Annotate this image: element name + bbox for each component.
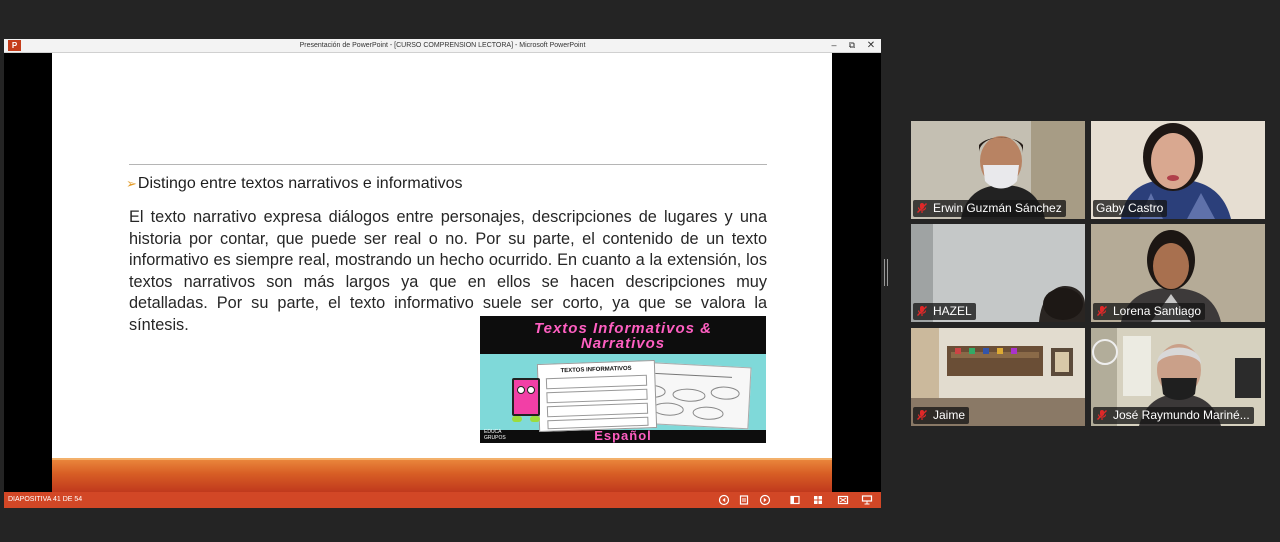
normal-view-icon[interactable] xyxy=(789,494,801,506)
slide-body-text: El texto narrativo expresa diálogos entre personajes, descripciones de lugares y una historia por contar, que puede ser real o no. Por su parte, el contenido de un texto informativo es siempre real, mostrando un hecho ocurrido. En cuanto a la extensión, los textos narrativos son más largos ya que en ellos se hacen descripciones muy detalladas. Por su parte, el texto informativo suele ser corto, ya que se valora la síntesis. xyxy=(129,208,767,334)
mic-muted-icon xyxy=(916,202,928,214)
slide-menu-icon[interactable] xyxy=(738,494,750,506)
character-eye xyxy=(517,386,525,394)
worksheet-title: TEXTOS INFORMATIVOS xyxy=(560,365,632,375)
mic-muted-icon xyxy=(916,409,928,421)
participant-tile[interactable] xyxy=(1091,328,1265,426)
participant-name: HAZEL xyxy=(933,304,972,318)
participant-name-label xyxy=(1093,200,1167,217)
reading-view-icon[interactable] xyxy=(837,494,849,506)
participant-name: Erwin Guzmán Sánchez xyxy=(933,201,1062,215)
participant-tile[interactable] xyxy=(911,328,1085,426)
participant-name-label xyxy=(913,407,969,424)
slide-divider xyxy=(129,164,767,165)
participant-name: José Raymundo Mariné... xyxy=(1113,408,1250,422)
mic-muted-icon xyxy=(1096,409,1108,421)
powerpoint-logo-icon: P xyxy=(8,40,21,51)
participant-tile[interactable] xyxy=(1091,121,1265,219)
participant-name: Gaby Castro xyxy=(1096,201,1164,215)
participant-name-label xyxy=(1093,407,1254,424)
window-title: Presentación de PowerPoint - [CURSO COMPRENSION LECTORA] - Microsoft PowerPoint xyxy=(299,42,586,49)
mic-muted-icon xyxy=(1096,305,1108,317)
book-character-icon xyxy=(512,378,540,416)
shared-powerpoint-window[interactable] xyxy=(4,39,881,508)
participant-name-label xyxy=(913,303,976,320)
slide-picture xyxy=(480,316,766,443)
participant-name: Lorena Santiago xyxy=(1113,304,1202,318)
slide-heading xyxy=(126,175,463,193)
next-slide-icon[interactable] xyxy=(759,494,771,506)
character-foot xyxy=(512,416,522,422)
participant-name-label xyxy=(1093,303,1205,320)
slide-footer-band xyxy=(52,458,832,492)
worksheet-image xyxy=(537,360,657,432)
character-foot xyxy=(530,416,540,422)
restore-icon[interactable]: ⧉ xyxy=(848,40,856,50)
bullet-arrow-icon: ➢ xyxy=(126,176,137,191)
picture-logo: EDUCA GRUPOS xyxy=(484,429,506,441)
panel-splitter-handle[interactable] xyxy=(884,259,889,286)
slide-canvas[interactable] xyxy=(52,53,832,492)
picture-title-line2: Narrativos xyxy=(580,335,666,352)
minimize-icon[interactable]: – xyxy=(831,40,837,50)
character-eye xyxy=(527,386,535,394)
picture-caption: Español xyxy=(594,428,652,443)
participant-tile[interactable] xyxy=(911,121,1085,219)
slideshow-icon[interactable] xyxy=(861,494,873,506)
slide-counter: DIAPOSITIVA 41 DE 54 xyxy=(8,496,83,503)
close-icon[interactable]: ✕ xyxy=(866,40,876,51)
participant-tile[interactable] xyxy=(1091,224,1265,322)
slide-heading-text: Distingo entre textos narrativos e informativos xyxy=(137,175,463,192)
participant-name-label xyxy=(913,200,1066,217)
participant-name: Jaime xyxy=(933,408,966,422)
mic-muted-icon xyxy=(916,305,928,317)
powerpoint-statusbar xyxy=(4,492,881,508)
slide-sorter-icon[interactable] xyxy=(812,494,824,506)
participant-tile[interactable] xyxy=(911,224,1085,322)
window-titlebar[interactable] xyxy=(4,39,881,53)
picture-title-line1: Textos Informativos & xyxy=(534,320,712,337)
previous-slide-icon[interactable] xyxy=(718,494,730,506)
